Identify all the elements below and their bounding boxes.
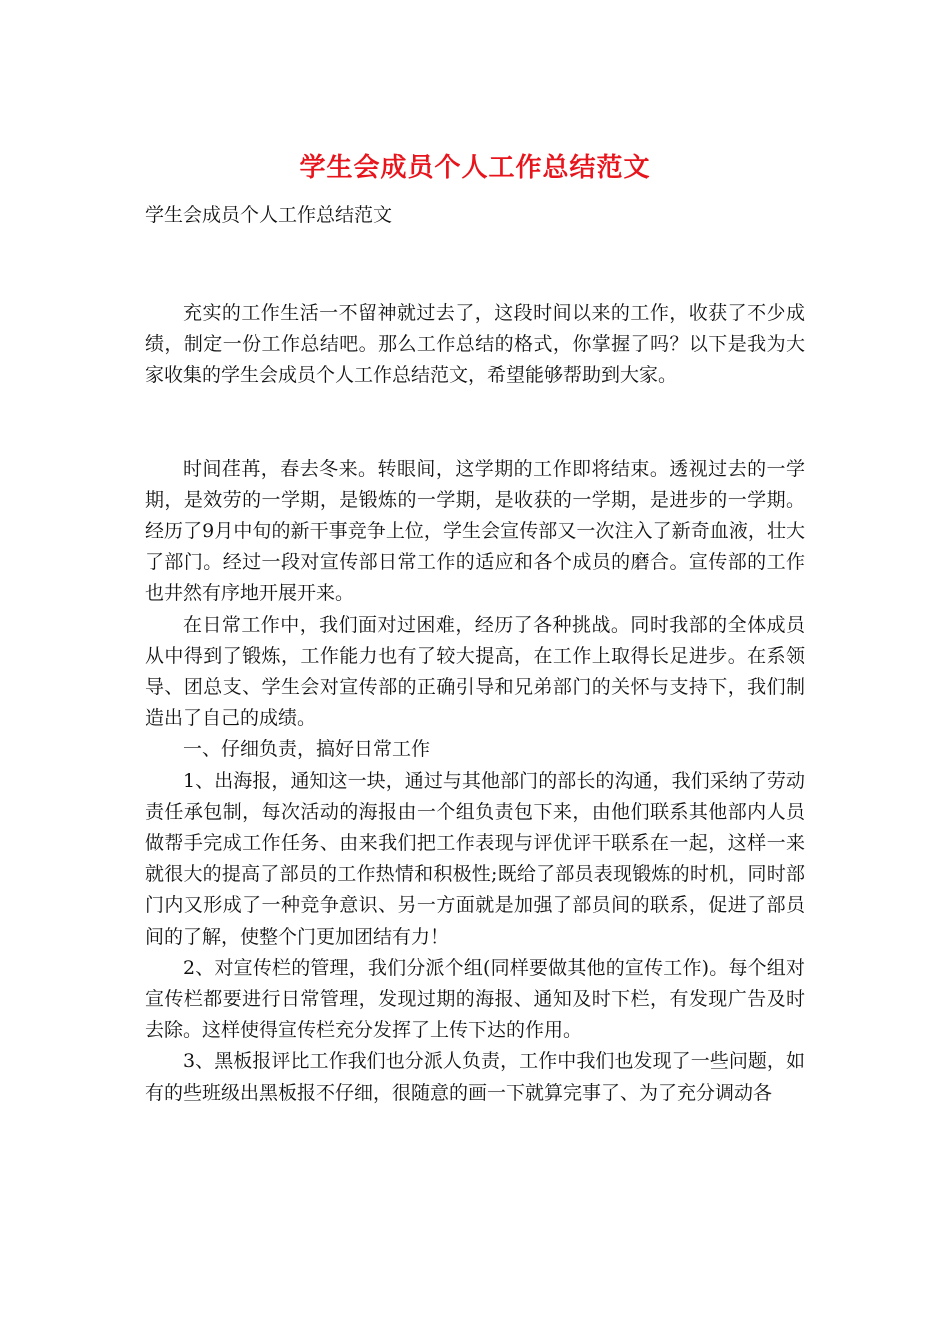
document-body [145,298,805,1109]
paragraph-spacer [145,392,805,454]
page-title: 学生会成员个人工作总结范文 [299,153,651,183]
body-paragraph: 在日常工作中，我们面对过困难，经历了各种挑战。同时我部的全体成员从中得到了锻炼，工作能力也有了较大提高，在工作上取得长足进步。在系领导、团总支、学生会对宣传部的正确引导和兄弟部门的关怀与支持下，我们制造出了自己的成绩。 [145,613,805,730]
body-paragraph: 2、对宣传栏的管理，我们分派个组(同样要做其他的宣传工作)。每个组对宣传栏都要进行日常管理，发现过期的海报、通知及时下栏，有发现广告及时去除。这样使得宣传栏充分发挥了上传下达的作用。 [145,956,805,1042]
section-heading: 一、仔细负责，搞好日常工作 [183,738,431,761]
body-paragraph: 3、黑板报评比工作我们也分派人负责，工作中我们也发现了一些问题，如有的些班级出黑板报不仔细，很随意的画一下就算完事了、为了充分调动各 [145,1050,805,1104]
document-subtitle: 学生会成员个人工作总结范文 [145,204,393,226]
body-paragraph: 时间荏苒，春去冬来。转眼间，这学期的工作即将结束。透视过去的一学期，是效劳的一学期，是锻炼的一学期，是收获的一学期，是进步的一学期。经历了9月中旬的新干事竞争上位，学生会宣传部又一次注入了新奇血液，壮大了部门。经过一段对宣传部日常工作的适应和各个成员的磨合。宣传部的工作也井然有序地开展开来。 [145,457,805,605]
body-paragraph: 1、出海报，通知这一块，通过与其他部门的部长的沟通，我们采纳了劳动责任承包制，每次活动的海报由一个组负责包下来，由他们联系其他部内人员做帮手完成工作任务、由来我们把工作表现与评优评干联系在一起，这样一来就很大的提高了部员的工作热情和积极性;既给了部员表现锻炼的时机，同时部门内又形成了一种竞争意识、另一方面就是加强了部员间的联系，促进了部员间的了解，使整个门更加团结有力！ [145,769,805,948]
body-paragraph: 充实的工作生活一不留神就过去了，这段时间以来的工作，收获了不少成绩，制定一份工作总结吧。那么工作总结的格式，你掌握了吗？以下是我为大家收集的学生会成员个人工作总结范文，希望能够帮助到大家。 [145,302,805,387]
